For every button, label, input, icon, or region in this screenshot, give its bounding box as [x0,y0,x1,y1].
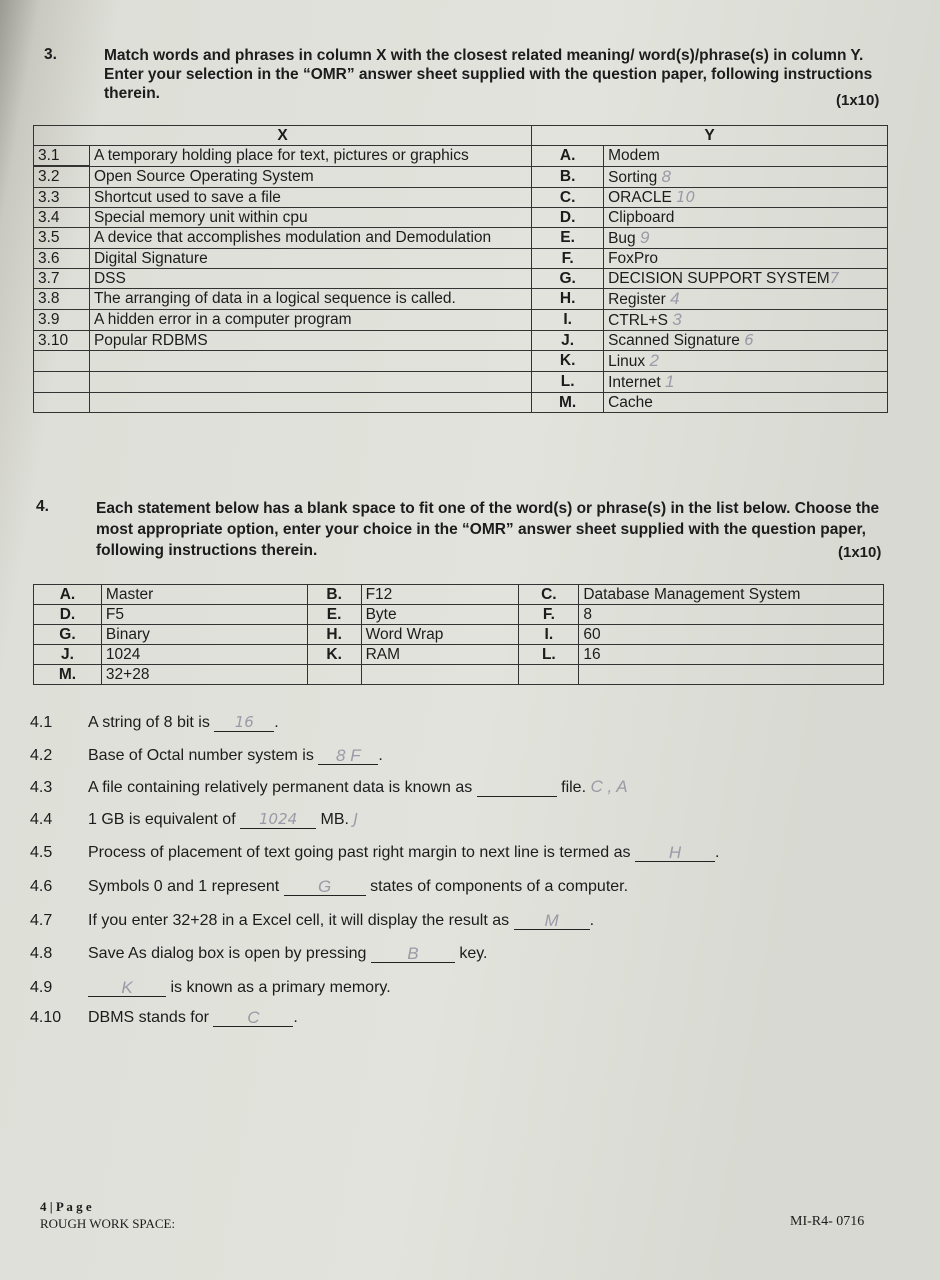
option-letter: F. [519,605,579,625]
y-text: ORACLE [608,189,672,206]
option-text: Word Wrap [361,625,519,645]
handwritten-answer: 16 [234,713,254,731]
q4-marks: (1x10) [838,544,882,561]
table-row [34,625,884,645]
option-letter: D. [34,605,102,625]
x-num: 3.7 [34,269,90,289]
option-letter: H. [307,625,361,645]
paper-code: MI-R4- 0716 [790,1214,865,1229]
y-cell [604,351,888,372]
handwritten-note: 10 [676,188,696,206]
table-row [34,351,888,372]
answer-blank [284,877,366,896]
page-footer-left [40,1198,175,1232]
table-row [34,289,888,310]
option-text: 32+28 [101,665,307,685]
option-letter: C. [519,585,579,605]
x-text: Shortcut used to save a file [89,188,531,208]
y-cell [604,269,888,289]
handwritten-note: 6 [744,331,754,349]
answer-blank [371,944,455,963]
y-cell [604,188,888,208]
option-letter: J. [34,645,102,665]
q4-options-table [33,584,884,685]
x-text: The arranging of data in a logical sequence is called. [89,289,531,310]
item-number: 4.8 [30,945,53,962]
y-cell [604,167,888,188]
item-number: 4.5 [30,844,53,861]
q3-marks: (1x10) [836,92,880,109]
handwritten-note: 2 [649,351,659,370]
y-cell [604,310,888,331]
handwritten-answer: B [407,944,419,963]
x-num: 3.10 [34,331,90,351]
y-text: Sorting [608,169,658,186]
y-letter: C. [532,188,604,208]
option-text: Byte [361,605,519,625]
item-text-before: Symbols 0 and 1 represent [88,878,280,895]
answer-blank [635,843,715,862]
x-text: DSS [89,269,531,289]
item-text-after: key. [459,945,488,962]
table-row [34,167,888,188]
handwritten-answer: G [318,877,332,896]
handwritten-note: C , A [590,777,628,796]
table-row [34,645,884,665]
fill-item [30,944,487,963]
table-row [34,208,888,228]
x-text: Open Source Operating System [89,167,531,188]
y-letter: G. [532,269,604,289]
column-x-header: X [34,126,532,146]
y-text: CTRL+S [608,312,668,329]
x-text: A temporary holding place for text, pictures or graphics [89,146,531,167]
item-text-after: file. [561,779,587,796]
item-text-after: . [378,747,383,764]
answer-blank [214,713,274,732]
item-number: 4.9 [30,979,53,996]
option-text: Binary [101,625,307,645]
y-letter: K. [532,351,604,372]
x-num: 3.6 [34,249,90,269]
item-number: 4.2 [30,747,53,764]
option-text: 16 [579,645,884,665]
option-text: F5 [101,605,307,625]
answer-blank [318,746,378,765]
y-cell [604,372,888,393]
table-row [34,605,884,625]
option-text: 1024 [101,645,307,665]
q3-match-table [33,125,888,413]
option-letter: K. [307,645,361,665]
fill-item [30,843,719,862]
table-row [34,228,888,249]
y-text: Linux [608,353,646,370]
x-num: 3.4 [34,208,90,228]
handwritten-answer: H [668,843,682,862]
x-num: 3.2 [34,167,90,188]
handwritten-note: 4 [670,289,680,308]
handwritten-answer: K [121,978,133,997]
option-text: RAM [361,645,519,665]
fill-item [30,777,628,797]
rough-work-label: ROUGH WORK SPACE: [40,1216,176,1231]
q3-instruction: Match words and phrases in column X with the closest related meaning/ word(s)/phrase(s) in column Y. Enter your selection in the “OMR” answer sheet supplied with the question paper, following instructions therein. [104,47,873,102]
q3-number: 3. [44,46,57,63]
x-text: Popular RDBMS [89,331,531,351]
fill-item [30,877,628,896]
handwritten-note: 3 [672,310,682,329]
answer-blank [477,778,557,797]
item-text-before: Save As dialog box is open by pressing [88,945,367,962]
answer-blank [514,911,590,930]
handwritten-answer: 8 F [336,746,361,765]
x-num: 3.8 [34,289,90,310]
y-letter: A. [532,146,604,167]
item-number: 4.1 [30,714,53,731]
y-cell [604,331,888,351]
item-number: 4.4 [30,811,53,828]
y-letter: L. [532,372,604,393]
table-row [34,372,888,393]
y-cell [604,228,888,249]
handwritten-answer: 1024 [259,810,298,828]
x-text: A hidden error in a computer program [89,310,531,331]
handwritten-answer: C [247,1008,260,1027]
y-text: Register [608,291,666,308]
item-number: 4.10 [30,1009,62,1026]
item-text-after: . [274,714,279,731]
option-letter: I. [519,625,579,645]
item-number: 4.3 [30,779,53,796]
y-text: DECISION SUPPORT SYSTEM [608,270,830,287]
q4-number: 4. [36,498,49,515]
item-text-before: A string of 8 bit is [88,714,210,731]
x-text: Special memory unit within cpu [89,208,531,228]
answer-blank [213,1008,293,1027]
item-text-before: DBMS stands for [88,1009,209,1026]
y-letter: E. [532,228,604,249]
y-letter: B. [532,167,604,188]
handwritten-note: 8 [661,167,671,186]
item-text-after: . [589,912,595,929]
table-header-row [34,126,888,146]
y-letter: I. [532,310,604,331]
handwritten-answer: M [544,911,559,930]
handwritten-note: J [353,810,358,828]
option-letter: L. [519,645,579,665]
y-text: Scanned Signature [608,332,740,349]
table-row [34,146,888,166]
q4-instruction: Each statement below has a blank space to fit one of the word(s) or phrase(s) in the list below. Choose the most appropriate option, enter your choice in the “OMR” answer sheet supplied with the question paper, following instructions therein. [96,500,880,559]
item-text-before: 1 GB is equivalent of [88,811,236,828]
y-text: Modem [604,146,888,167]
x-text: A device that accomplishes modulation and Demodulation [89,228,531,249]
table-row [34,269,888,289]
x-num: 3.1 [34,146,90,166]
answer-blank [88,978,166,997]
option-text: 60 [579,625,884,645]
item-text-before: If you enter 32+28 in a Excel cell, it will display the result as [88,912,510,929]
handwritten-note: 7 [829,269,840,287]
fill-item [30,713,279,732]
table-row [34,249,888,269]
table-row [34,585,884,605]
table-row [34,310,888,331]
item-text-before: A file containing relatively permanent data is known as [88,779,473,796]
y-letter: F. [532,249,604,269]
option-letter: E. [307,605,361,625]
y-text: Bug [608,230,636,247]
fill-item [30,911,594,930]
table-row [34,393,888,413]
option-text: 8 [579,605,884,625]
item-text-after: states of components of a computer. [370,878,629,895]
fill-item [30,1008,298,1027]
table-row [34,331,888,351]
x-num: 3.3 [34,188,90,208]
option-text: Database Management System [579,585,884,605]
item-number: 4.6 [30,878,53,895]
y-letter: D. [532,208,604,228]
item-text-after: is known as a primary memory. [170,979,391,996]
y-letter: H. [532,289,604,310]
item-text-before: Base of Octal number system is [88,747,314,764]
x-num: 3.5 [34,228,90,249]
item-text-after: MB. [320,811,349,828]
item-text-before: Process of placement of text going past right margin to next line is termed as [88,844,631,861]
table-row [34,665,884,685]
fill-item [30,810,358,829]
y-text: Internet [608,374,661,391]
y-letter: J. [532,331,604,351]
option-letter: A. [34,585,102,605]
y-text: FoxPro [604,249,888,269]
fill-item [30,978,391,997]
option-letter: B. [307,585,361,605]
answer-blank [240,810,316,829]
option-text: Master [101,585,307,605]
page-number: 4 | P a g e [40,1199,92,1214]
option-text: F12 [361,585,519,605]
fill-item [30,746,383,765]
x-text: Digital Signature [89,249,531,269]
item-number: 4.7 [30,912,53,929]
y-text: Clipboard [604,208,888,228]
y-cell [604,289,888,310]
handwritten-note: 9 [639,228,650,247]
item-text-after: . [293,1009,298,1026]
y-text: Cache [604,393,888,413]
item-text-after: . [714,844,720,861]
column-y-header: Y [532,126,888,146]
handwritten-note: 1 [664,372,675,391]
x-num: 3.9 [34,310,90,331]
table-row [34,188,888,208]
y-letter: M. [532,393,604,413]
option-letter: G. [34,625,102,645]
option-letter: M. [34,665,102,685]
